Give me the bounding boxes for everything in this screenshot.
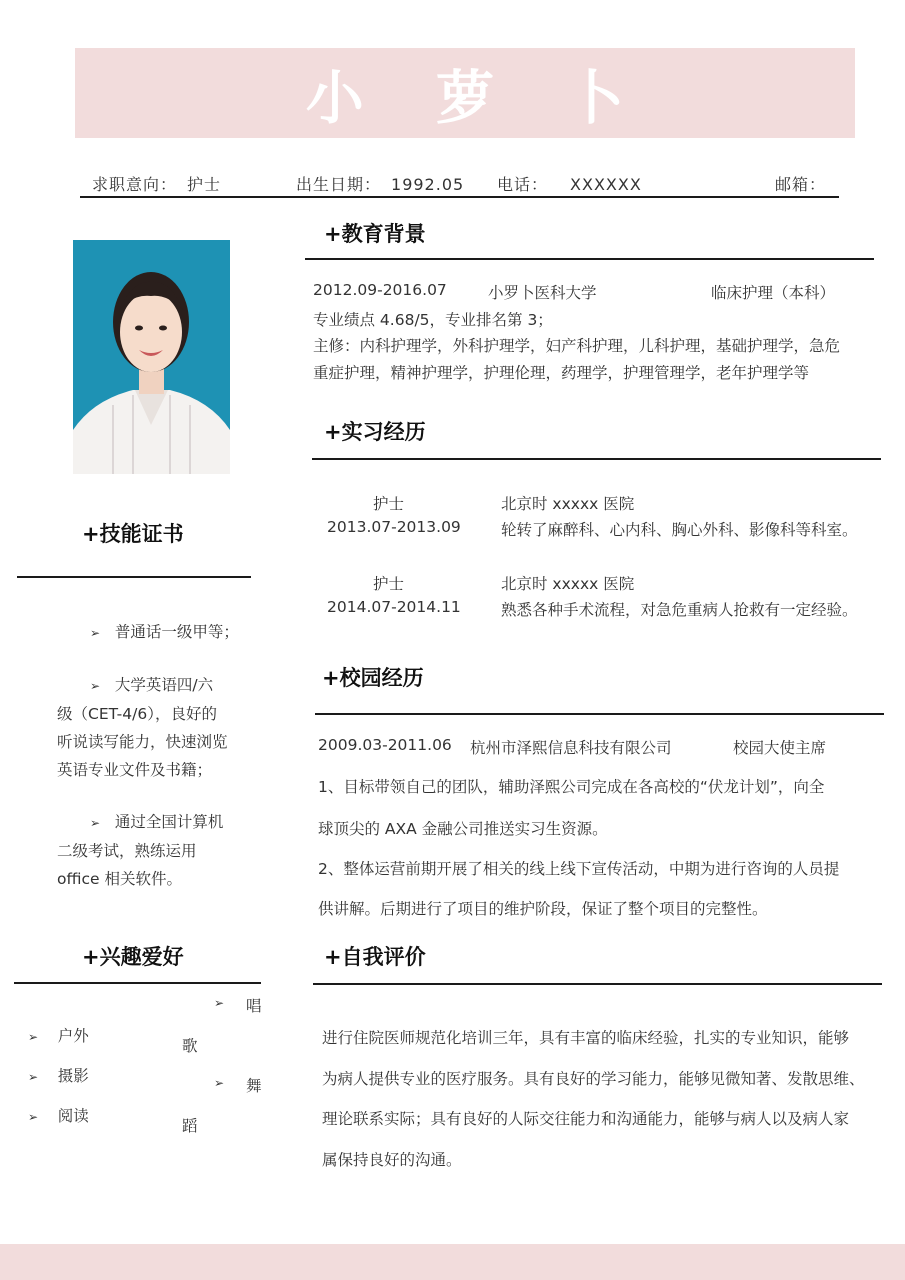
campus-line: 供讲解。后期进行了项目的维护阶段，保证了整个项目的完整性。 — [318, 900, 768, 918]
footer-bar — [0, 1244, 905, 1280]
skill-line: office 相关软件。 — [57, 870, 182, 888]
birth-value: 1992.05 — [391, 175, 465, 194]
arrow-bullet-icon: ➢ — [28, 1030, 39, 1044]
hobby-char: 舞 — [246, 1077, 262, 1095]
hobby-item: ➢ 阅读 — [28, 1107, 89, 1125]
intern-period: 2013.07-2013.09 — [327, 518, 461, 536]
campus-period: 2009.03-2011.06 — [318, 736, 452, 754]
education-title: +教育背景 — [324, 222, 426, 246]
phone-value: XXXXXX — [570, 175, 642, 194]
self-eval-line: 理论联系实际；具有良好的人际交往能力和沟通能力，能够与病人以及病人家 — [322, 1110, 850, 1128]
skill-item — [57, 808, 247, 893]
hobby-item: ➢ 户外 — [28, 1027, 89, 1045]
arrow-bullet-icon: ➢ — [214, 996, 225, 1010]
education-divider — [305, 258, 874, 260]
intern-desc: 轮转了麻醉科、心内科、胸心外科、影像科等科室。 — [501, 521, 858, 539]
arrow-bullet-icon: ➢ — [28, 1070, 39, 1084]
email-label: 邮箱： — [775, 175, 827, 194]
arrow-bullet-icon: ➢ — [90, 816, 101, 830]
campus-line: 1、目标带领自己的团队，辅助泽熙公司完成在各高校的“伏龙计划”，向全 — [318, 778, 825, 796]
hobbies-divider — [14, 982, 261, 984]
hobby-char: 蹈 — [182, 1117, 198, 1135]
self-eval-divider — [313, 983, 882, 985]
skill-line: 听说读写能力，快速浏览 — [57, 733, 228, 751]
internship-divider — [312, 458, 881, 460]
hobby-item-dance — [182, 1072, 272, 1142]
edu-school: 小罗卜医科大学 — [488, 284, 597, 302]
campus-title: +校园经历 — [322, 666, 424, 690]
intern-desc: 熟悉各种手术流程，对急危重病人抢救有一定经验。 — [501, 601, 858, 619]
campus-divider — [315, 713, 884, 715]
header-divider — [80, 196, 839, 198]
skills-list — [57, 618, 247, 893]
skills-divider — [17, 576, 251, 578]
name-banner — [75, 48, 855, 138]
internship-title: +实习经历 — [324, 420, 426, 444]
self-eval-title: +自我评价 — [324, 945, 426, 969]
arrow-bullet-icon: ➢ — [214, 1076, 225, 1090]
arrow-bullet-icon: ➢ — [90, 626, 101, 640]
skill-line: 英语专业文件及书籍； — [57, 761, 213, 779]
intern-role: 护士 — [373, 495, 405, 513]
candidate-name: 小 萝 卜 — [305, 64, 651, 132]
skills-title: +技能证书 — [82, 522, 184, 546]
self-eval-line: 进行住院医师规范化培训三年，具有丰富的临床经验，扎实的专业知识，能够 — [322, 1029, 850, 1047]
phone-field — [497, 172, 642, 195]
arrow-bullet-icon: ➢ — [28, 1110, 39, 1124]
hobby-char: 歌 — [182, 1037, 198, 1055]
intention-value: 护士 — [187, 175, 222, 194]
edu-courses-line: 主修：内科护理学，外科护理学，妇产科护理，儿科护理，基础护理学，急危 — [313, 337, 841, 355]
self-eval-line: 属保持良好的沟通。 — [322, 1151, 462, 1169]
skill-item — [57, 671, 247, 784]
campus-position: 校园大使主席 — [733, 739, 827, 757]
self-eval-line: 为病人提供专业的医疗服务。具有良好的学习能力，能够见微知著、发散思维、 — [322, 1070, 865, 1088]
skill-line: 级（CET-4/6），良好的 — [57, 705, 217, 723]
edu-courses-line: 重症护理，精神护理学，护理伦理，药理学，护理管理学，老年护理学等 — [313, 364, 810, 382]
skill-line: 大学英语四/六 — [114, 676, 214, 694]
arrow-bullet-icon: ➢ — [90, 679, 101, 693]
intention-field — [92, 172, 221, 195]
campus-company: 杭州市泽熙信息科技有限公司 — [470, 739, 672, 757]
skill-item — [57, 618, 247, 647]
edu-major: 临床护理（本科） — [711, 284, 836, 302]
birth-label: 出生日期： — [296, 175, 382, 194]
hobbies-title: +兴趣爱好 — [82, 945, 184, 969]
intention-label: 求职意向： — [92, 175, 178, 194]
edu-period: 2012.09-2016.07 — [313, 281, 447, 299]
email-field — [775, 172, 826, 195]
birth-field — [296, 172, 464, 195]
skill-line: 普通话一级甲等； — [114, 623, 239, 641]
campus-line: 球顶尖的 AXA 金融公司推送实习生资源。 — [318, 820, 608, 838]
hobby-item: ➢ 摄影 — [28, 1067, 89, 1085]
skill-line: 二级考试，熟练运用 — [57, 842, 197, 860]
portrait-illustration — [73, 240, 230, 474]
intern-role: 护士 — [373, 575, 405, 593]
edu-gpa: 专业绩点 4.68/5，专业排名第 3； — [313, 311, 553, 329]
intern-place: 北京时 xxxxx 医院 — [501, 495, 635, 513]
profile-photo — [73, 240, 230, 474]
intern-place: 北京时 xxxxx 医院 — [501, 575, 635, 593]
hobby-char: 唱 — [246, 997, 262, 1015]
skill-line: 通过全国计算机 — [114, 813, 224, 831]
campus-line: 2、整体运营前期开展了相关的线上线下宣传活动，中期为进行咨询的人员提 — [318, 860, 840, 878]
intern-period: 2014.07-2014.11 — [327, 598, 461, 616]
phone-label: 电话： — [497, 175, 549, 194]
